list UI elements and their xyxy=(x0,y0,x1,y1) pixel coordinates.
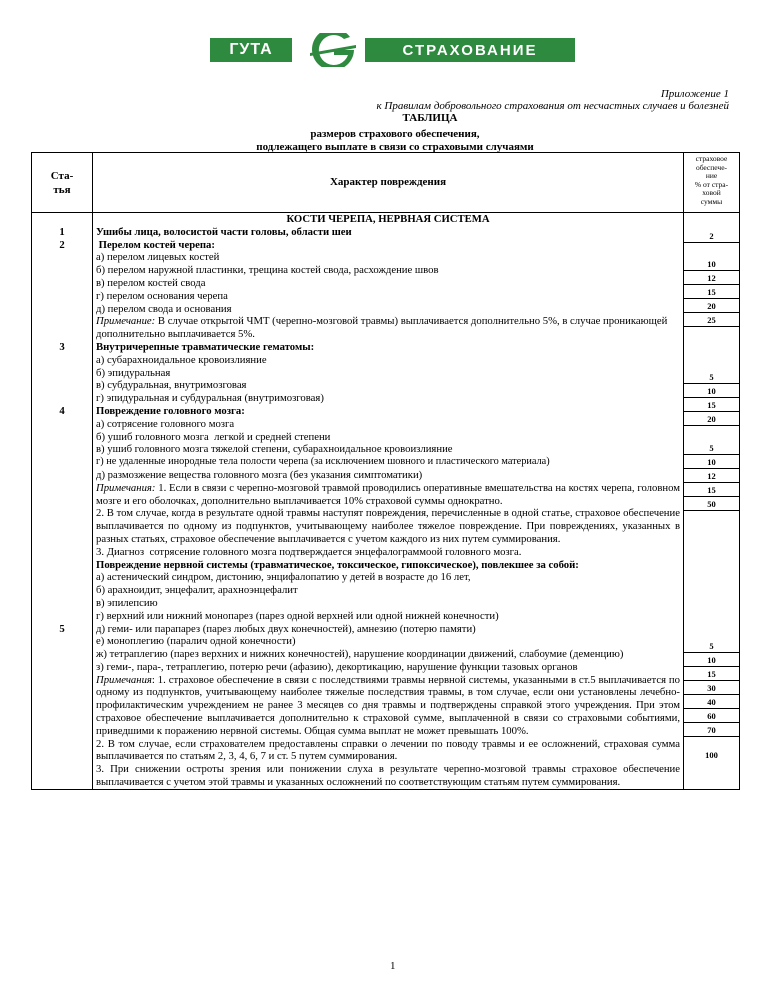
list-item: Повреждение головного мозга: xyxy=(96,404,245,417)
list-item: б) ушиб головного мозга легкой и средней степени xyxy=(96,430,331,443)
percent-value: 5 xyxy=(684,442,739,455)
note-text: 3. При снижении остроты зрения или понижении слуха в результате черепно-мозговой травмы страховое обеспечение выплачивается с учетом этой травмы и указанных осложнений по соответствующим статьям путем суммирования. xyxy=(96,763,680,789)
percent-value: 12 xyxy=(684,470,739,483)
page-number: 1 xyxy=(390,960,396,972)
percent-value: 30 xyxy=(684,682,739,695)
note xyxy=(96,674,680,738)
percent-value: 20 xyxy=(684,300,739,313)
header-percent-line: обеспече- xyxy=(695,162,728,172)
article-number: 1 xyxy=(59,225,65,238)
list-item: Ушибы лица, волосистой части головы, области шеи xyxy=(96,225,352,238)
logo-g-mark-icon xyxy=(304,33,360,67)
company-logo xyxy=(210,33,576,67)
note-label: Примечания: xyxy=(96,481,156,494)
header-article-line: Ста- xyxy=(50,169,74,182)
note-label: Примечание: xyxy=(96,315,156,328)
list-item: в) перелом костей свода xyxy=(96,276,206,289)
list-item: д) перелом свода и основания xyxy=(96,302,232,315)
list-item: з) геми-, пара-, тетраплегию, потерю речи (афазию), декортикацию, нарушение функции тазовых органов xyxy=(96,660,578,673)
header-character: Характер повреждения xyxy=(93,153,684,213)
note-text: 1. Если в связи с черепно-мозговой травмой проводились оперативные вмешательства на костях черепа, головном мозге и его оболочках, дополнительно выплачивается 10% страховой суммы однократно. xyxy=(96,481,680,507)
insurance-payout-table xyxy=(31,152,740,790)
percent-value: 15 xyxy=(684,286,739,299)
document-title: ТАБЛИЦА xyxy=(402,112,458,124)
logo-right-text: СТРАХОВАНИЕ xyxy=(402,41,538,59)
note-text: 2. В том случае, если страхователем предоставлены справки о лечении по поводу травмы и ее осложнений, страховая сумма выплачивается по статьям 2, 3, 4, 6, 7 и ст. 5 путем суммирования. xyxy=(96,737,680,763)
header-percent xyxy=(684,153,740,213)
list-item: а) перелом лицевых костей xyxy=(96,251,220,264)
percent-value: 10 xyxy=(684,258,739,271)
note xyxy=(96,482,680,508)
percent-value: 5 xyxy=(684,371,739,384)
list-item: е) моноплегию (паралич одной конечности) xyxy=(96,635,296,648)
percent-value: 2 xyxy=(684,230,739,243)
list-item: г) не удаленные инородные тела полости черепа (за исключением шовного и пластического материала) xyxy=(96,456,550,468)
percent-values xyxy=(684,213,740,790)
percent-value: 40 xyxy=(684,696,739,709)
percent-value: 10 xyxy=(684,385,739,398)
table-header-row xyxy=(32,153,740,213)
header-percent-line: суммы xyxy=(700,196,723,206)
note-text: 3. Диагноз сотрясение головного мозга подтверждается энцефалограммоой головного мозга. xyxy=(96,545,522,558)
note-text: В случае открытой ЧМТ (черепно-мозговой травмы) выплачивается дополнительно 5%, в случае проникающей дополнительно выплачивается 5%. xyxy=(96,315,668,341)
section-heading: КОСТИ ЧЕРЕПА, НЕРВНАЯ СИСТЕМА xyxy=(286,213,490,225)
percent-value: 25 xyxy=(684,314,739,327)
percent-value: 50 xyxy=(684,498,739,511)
list-item: а) астенический синдром, дистонию, энцифалопатию у детей в возрасте до 16 лет, xyxy=(96,571,471,584)
list-item: б) перелом наружной пластинки, трещина костей свода, расхождение швов xyxy=(96,264,439,277)
list-item: Повреждение нервной системы (травматическое, токсическое, гипоксическое), повлекшее за собой: xyxy=(96,558,579,571)
rules-reference: к Правилам добровольного страхования от несчастных случаев и болезней xyxy=(376,100,729,112)
list-item: в) эпилепсию xyxy=(96,596,158,609)
list-item: Внутричерепные травматические гематомы: xyxy=(96,340,315,353)
percent-value: 70 xyxy=(684,724,739,737)
list-item: в) ушиб головного мозга тяжелой степени, субарахноидальное кровоизлияние xyxy=(96,443,453,456)
percent-value: 12 xyxy=(684,272,739,285)
article-number: 3 xyxy=(59,340,65,353)
descriptions xyxy=(93,213,684,790)
table-body-row xyxy=(32,213,740,790)
percent-value: 60 xyxy=(684,710,739,723)
list-item: в) субдуральная, внутримозговая xyxy=(96,379,247,392)
list-item: г) перелом основания черепа xyxy=(96,289,228,302)
list-item: Перелом костей черепа: xyxy=(96,238,215,251)
percent-value: 15 xyxy=(684,399,739,412)
logo-right-block xyxy=(365,38,575,62)
header-article-line: тья xyxy=(53,183,71,196)
logo-left-text: ГУТА xyxy=(229,41,273,58)
list-item: г) верхний или нижний монопарез (парез одной верхней или одной нижней конечности) xyxy=(96,609,499,622)
percent-value: 100 xyxy=(705,749,718,760)
list-item: б) арахноидит, энцефалит, арахноэнцефалит xyxy=(96,584,298,597)
article-number: 5 xyxy=(59,622,65,635)
percent-value: 10 xyxy=(684,456,739,469)
percent-value: 5 xyxy=(684,640,739,653)
logo-left-block xyxy=(210,38,292,62)
note xyxy=(96,315,680,341)
note-label: Примечания xyxy=(96,673,152,686)
note-text: : 1. страховое обеспечение в связи с последствиями травмы нервной системы, указанными в ст.5 выплачивается по одному из подпунктов, учитывающему наиболее тяжелые последствия травмы, в том случае, если они установлены лечебно-профилактическим учреждением не ранее 3 месяцев со дня травмы и подтверждены справкой этого учреждения. При этом страховое обеспечение выплачивается дополнительно к страховой сумме, выплаченной в связи со страховыми событиями, приведшими к поражению нервной системы. Общая сумма выплат не может превышать 100%. xyxy=(96,673,680,737)
header-article xyxy=(32,153,93,213)
note-text: 2. В том случае, когда в результате одной травмы наступят повреждения, перечисленные в одной статье, страховое обеспечение выплачивается по одному из подпунктов, учитывающему наиболее тяжелое повреждение. При повреждениях, указанных в разных статьях, страховое обеспечение выплачивается с учетом каждого из них путем суммирования. xyxy=(96,507,680,545)
appendix-label: Приложение 1 xyxy=(660,88,729,100)
list-item: д) размозжение вещества головного мозга (без указания симптоматики) xyxy=(96,468,423,481)
list-item: г) эпидуральная и субдуральная (внутримозговая) xyxy=(96,392,324,405)
document-subtitle-2: подлежащего выплате в связи со страховыми случаями xyxy=(256,141,534,153)
header-percent-line: ние xyxy=(705,171,718,181)
header-percent-line: % от стра- xyxy=(694,179,729,189)
percent-value: 15 xyxy=(684,484,739,497)
list-item: а) субарахноидальное кровоизлияние xyxy=(96,353,267,366)
percent-value: 15 xyxy=(684,668,739,681)
header-percent-line: ховой xyxy=(702,188,721,198)
article-number: 2 xyxy=(59,238,65,251)
header-percent-line: страховое xyxy=(695,154,728,163)
list-item: а) сотрясение головного мозга xyxy=(96,417,235,430)
article-number: 4 xyxy=(59,404,65,417)
list-item: д) геми- или парапарез (парез любых двух конечностей), амнезию (потерю памяти) xyxy=(96,622,476,635)
percent-value: 10 xyxy=(684,654,739,667)
list-item: ж) тетраплегию (парез верхних и нижних конечностей), нарушение координации движений, слабоумие (деменцию) xyxy=(96,648,624,661)
percent-value: 20 xyxy=(684,413,739,426)
list-item: б) эпидуральная xyxy=(96,366,171,379)
document-subtitle-1: размеров страхового обеспечения, xyxy=(310,128,480,140)
article-numbers xyxy=(32,213,93,790)
